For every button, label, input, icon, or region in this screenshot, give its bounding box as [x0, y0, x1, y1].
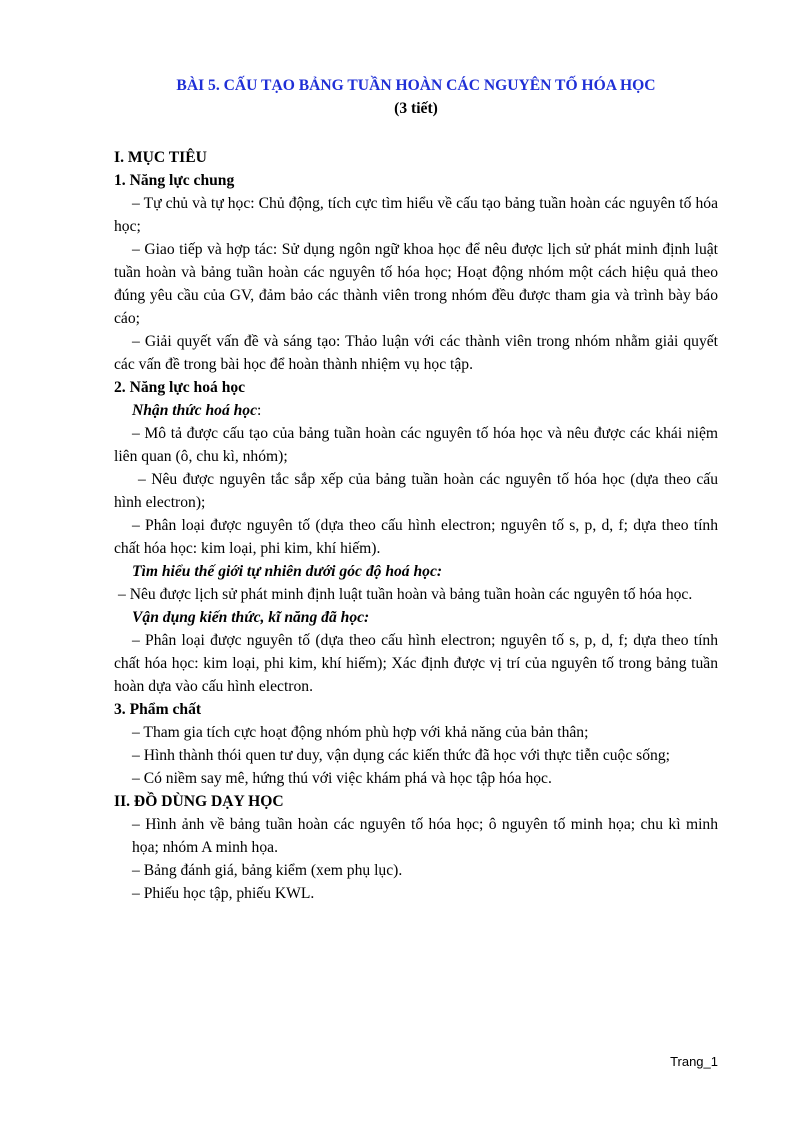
paragraph: – Mô tả được cấu tạo của bảng tuần hoàn các nguyên tố hóa học và nêu được các khái niệm liên quan (ô, chu kì, nhóm); — [114, 425, 718, 465]
subsection-heading-qualities: 3. Phẩm chất — [114, 701, 202, 718]
paragraph: – Phân loại được nguyên tố (dựa theo cấu hình electron; nguyên tố s, p, d, f; dựa theo tính chất hóa học: kim loại, phi kim, khí hiếm); Xác định được vị trí của nguyên tố trong bảng tuần hoàn dựa vào cấu hình electron. — [114, 632, 718, 695]
competence-label-explore: Tìm hiểu thế giới tự nhiên dưới góc độ hoá học: — [132, 563, 443, 580]
list-item: – Bảng đánh giá, bảng kiểm (xem phụ lục). — [132, 862, 403, 879]
paragraph: – Hình thành thói quen tư duy, vận dụng các kiến thức đã học với thực tiễn cuộc sống; — [132, 747, 670, 764]
document-body — [114, 74, 718, 905]
paragraph: – Nêu được nguyên tắc sắp xếp của bảng tuần hoàn các nguyên tố hóa học (dựa theo cấu hình electron); — [114, 471, 718, 511]
section-heading-objectives: I. MỤC TIÊU — [114, 149, 207, 166]
lesson-title: BÀI 5. CẤU TẠO BẢNG TUẦN HOÀN CÁC NGUYÊN TỐ HÓA HỌC — [176, 77, 656, 94]
paragraph: – Nêu được lịch sử phát minh định luật tuần hoàn và bảng tuần hoàn các nguyên tố hóa học. — [118, 586, 693, 603]
subsection-heading-general-competence: 1. Năng lực chung — [114, 172, 235, 189]
list-item: – Phiếu học tập, phiếu KWL. — [132, 885, 315, 902]
competence-label-text: Nhận thức hoá học — [132, 402, 258, 419]
competence-label-colon: : — [257, 402, 262, 419]
page-number: Trang_1 — [670, 1054, 718, 1069]
paragraph: – Phân loại được nguyên tố (dựa theo cấu hình electron; nguyên tố s, p, d, f; dựa theo tính chất hóa học: kim loại, phi kim, khí hiếm). — [114, 517, 718, 557]
paragraph: – Có niềm say mê, hứng thú với việc khám phá và học tập hóa học. — [132, 770, 552, 787]
paragraph: – Tham gia tích cực hoạt động nhóm phù hợp với khả năng của bản thân; — [132, 724, 589, 741]
competence-label-cognition — [114, 399, 718, 422]
list-item: – Hình ảnh về bảng tuần hoàn các nguyên tố hóa học; ô nguyên tố minh họa; chu kì minh họa; nhóm A minh họa. — [132, 816, 718, 856]
lesson-duration: (3 tiết) — [394, 100, 438, 117]
subsection-heading-chemistry-competence: 2. Năng lực hoá học — [114, 379, 246, 396]
section-heading-teaching-aids: II. ĐỒ DÙNG DẠY HỌC — [114, 793, 284, 810]
competence-label-apply: Vận dụng kiến thức, kĩ năng đã học: — [132, 609, 370, 626]
paragraph: – Giải quyết vấn đề và sáng tạo: Thảo luận với các thành viên trong nhóm nhằm giải quyết các vấn đề trong bài học để hoàn thành nhiệm vụ học tập. — [114, 333, 718, 373]
paragraph: – Tự chủ và tự học: Chủ động, tích cực tìm hiểu về cấu tạo bảng tuần hoàn các nguyên tố hóa học; — [114, 195, 718, 235]
paragraph: – Giao tiếp và hợp tác: Sử dụng ngôn ngữ khoa học để nêu được lịch sử phát minh định luật tuần hoàn và bảng tuần hoàn các nguyên tố hóa học; Hoạt động nhóm một cách hiệu quả theo đúng yêu cầu của GV, đảm bảo các thành viên trong nhóm đều được tham gia và trình bày báo cáo; — [114, 241, 718, 327]
